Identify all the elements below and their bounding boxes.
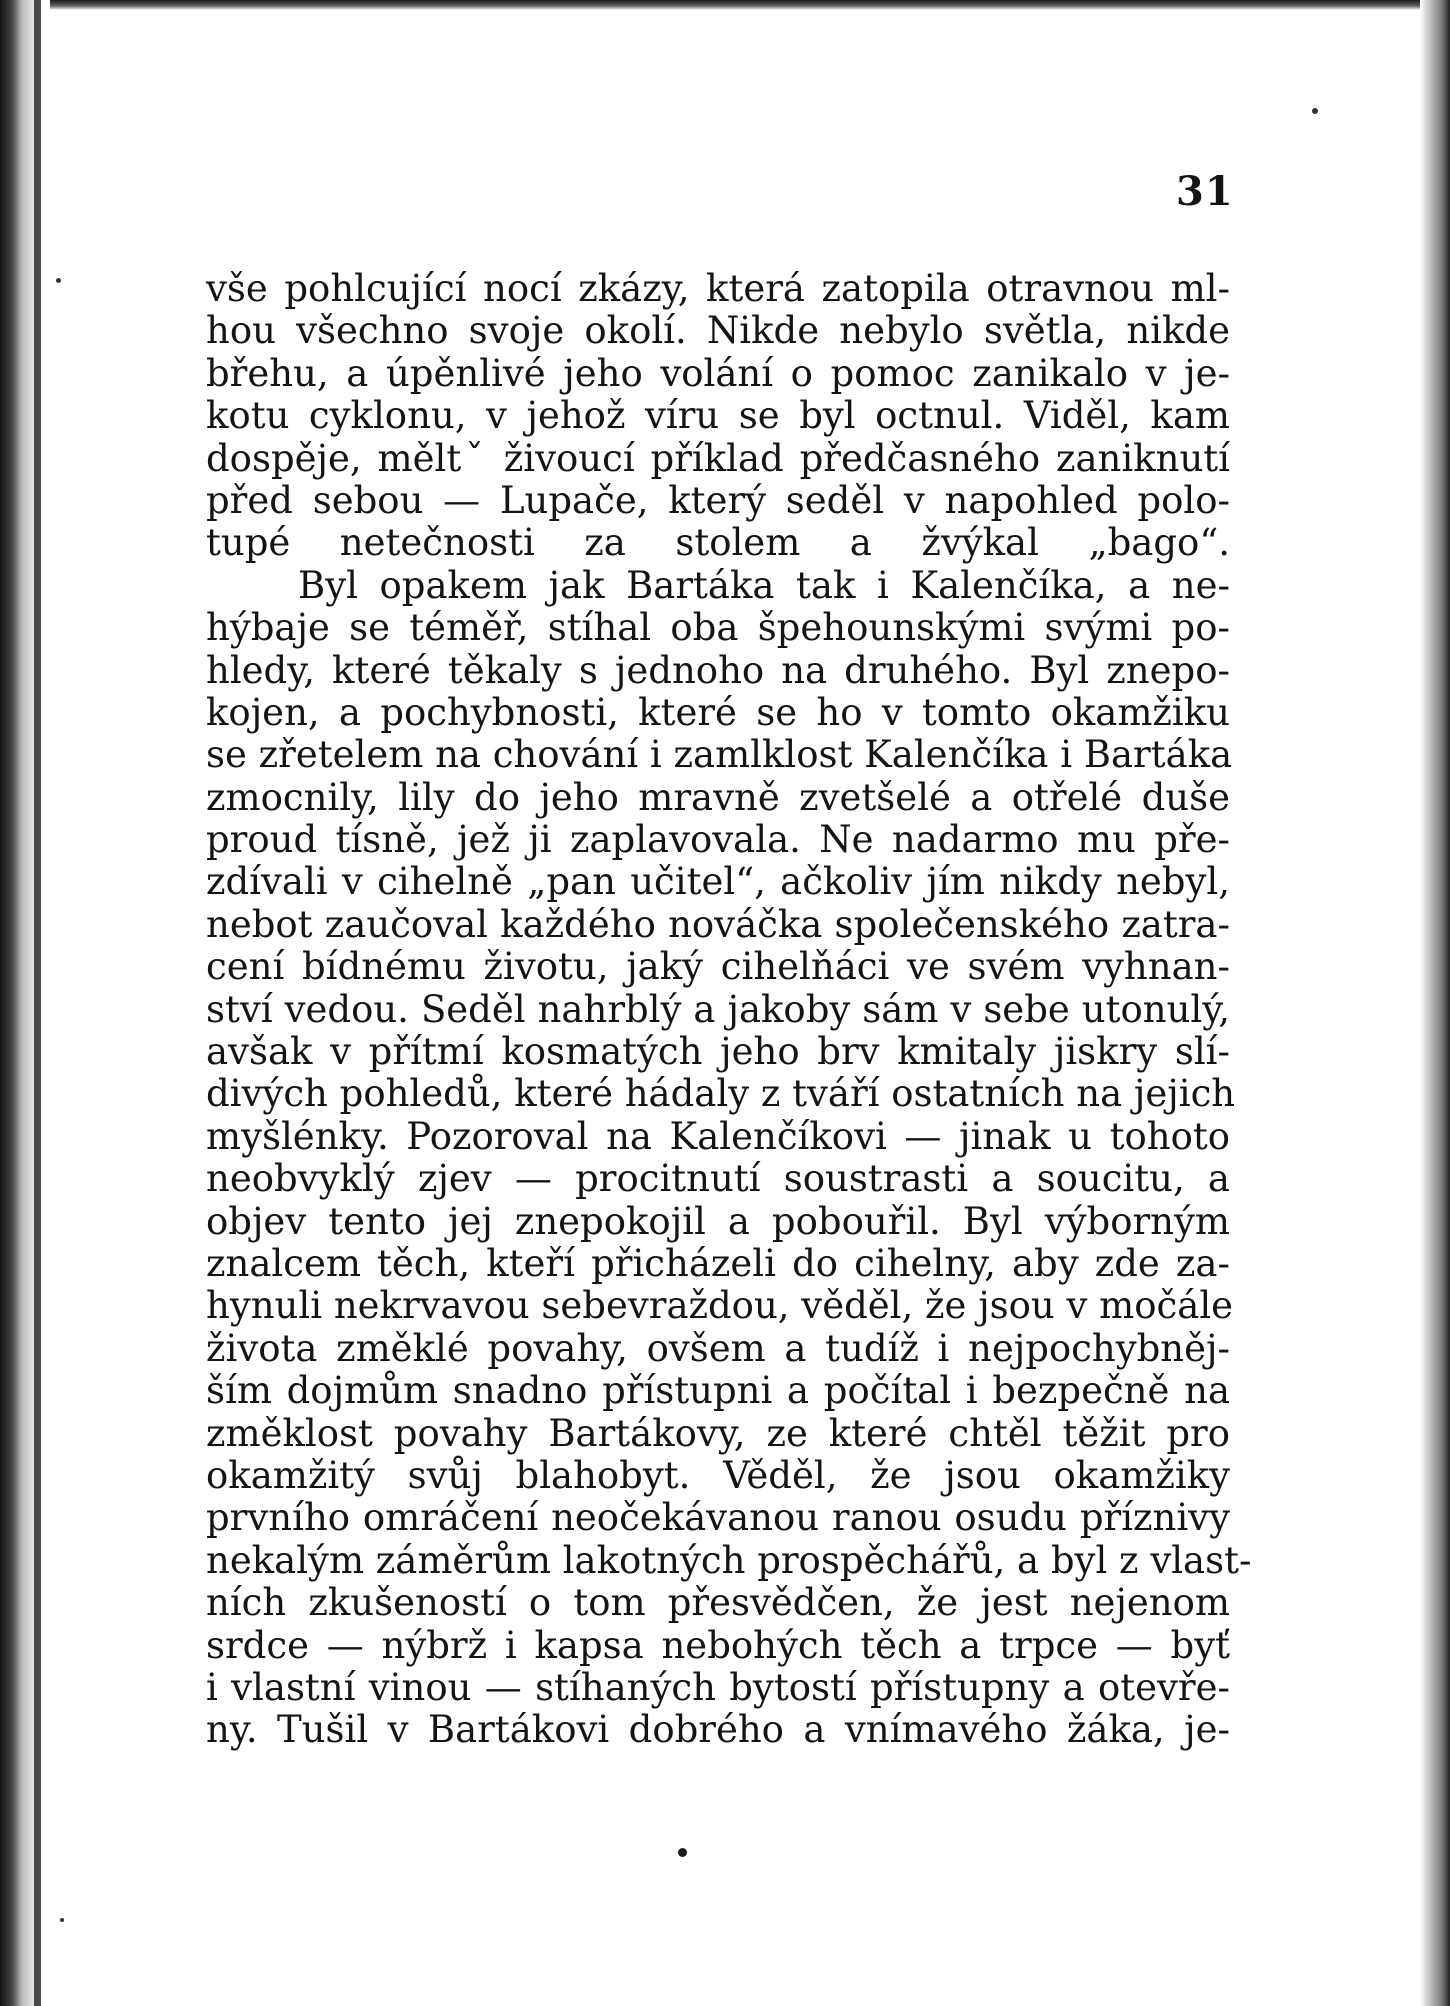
page-number: 31 [1176,168,1234,215]
text-line: i vlastní vinou — stíhaných bytostí přístupny a otevře- [206,1665,1230,1709]
text-line: kojen, a pochybnosti, které se ho v tomto okamžiku [206,690,1230,734]
scan-edge-right [1420,0,1450,2006]
text-line: ším dojmům snadno přístupni a počítal i bezpečně na [206,1369,1230,1413]
text-line: myšlénky. Pozoroval na Kalenčíkovi — jinak u tohoto [206,1114,1230,1158]
text-line: změklost povahy Bartákovy, ze které chtěl těžit pro [206,1411,1230,1455]
text-line: neobvyklý zjev — procitnutí soustrasti a soucitu, a [206,1157,1230,1201]
text-line: Byl opakem jak Bartáka tak i Kalenčíka, a ne- [298,563,1230,607]
text-line: břehu, a úpěnlivé jeho volání o pomoc zanikalo v je- [206,351,1230,395]
scan-speck [1312,108,1318,114]
text-line: hledy, které těkaly s jednoho na druhého. Byl znepo- [206,648,1230,692]
text-line: zmocnily, lily do jeho mravně zvetšelé a otřelé duše [206,775,1230,819]
body-text [206,267,1252,1752]
text-line: ních zkušeností o tom přesvědčen, že jest nejenom [206,1581,1230,1625]
text-line: dospěje, měltˇ živoucí příklad předčasného zaniknutí [206,436,1230,480]
text-line: hýbaje se téměř, stíhal oba špehounskými svými po- [206,606,1230,650]
text-line: ství vedou. Seděl nahrblý a jakoby sám v sebe utonulý, [206,987,1230,1031]
text-line: hynuli nekrvavou sebevraždou, věděl, že jsou v močále [206,1284,1234,1328]
footer-dot [678,1848,687,1857]
text-line: vše pohlcující nocí zkázy, která zatopila otravnou ml- [206,267,1230,310]
scan-edge-top [0,0,1450,10]
scan-speck [56,278,61,283]
text-line: proud tísně, jež ji zaplavovala. Ne nadarmo mu pře- [206,818,1230,862]
text-line: prvního omráčení neočekávanou ranou osudu příznivy [206,1496,1230,1540]
scan-edge-left [0,0,50,2006]
text-line: nekalým záměrům lakotných prospěchářů, a byl z vlast- [206,1538,1252,1582]
scan-speck [60,1918,64,1922]
text-line: okamžitý svůj blahobyt. Věděl, že jsou okamžiky [206,1453,1230,1497]
text-line: avšak v přítmí kosmatých jeho brv kmitaly jiskry slí- [206,1030,1230,1074]
text-line: divých pohledů, které hádaly z tváří ostatních na jejich [206,1072,1236,1116]
text-line: hou všechno svoje okolí. Nikde nebylo světla, nikde [206,309,1230,353]
text-line: srdce — nýbrž i kapsa nebohých těch a trpce — byť [206,1623,1230,1667]
text-line: zdívali v cihelně „pan učitel“, ačkoliv jím nikdy nebyl, [206,860,1230,904]
text-line: objev tento jej znepokojil a pobouřil. Byl výborným [206,1199,1230,1243]
text-line: tupé netečnosti za stolem a žvýkal „bago“. [206,521,1230,565]
paragraph [206,268,1230,565]
text-line: života změklé povahy, ovšem a tudíž i nejpochybněj- [206,1326,1230,1370]
text-line: před sebou — Lupače, který seděl v napohled polo- [206,478,1230,522]
paragraph [206,563,1252,1752]
text-line: cení bídnému životu, jaký cihelňáci ve svém vyhnan- [206,945,1230,989]
text-line: nebot zaučoval každého nováčka společenského zatra- [206,902,1230,946]
text-line: kotu cyklonu, v jehož víru se byl octnul. Viděl, kam [206,394,1230,438]
text-line: ny. Tušil v Bartákovi dobrého a vnímavého žáka, je- [206,1708,1230,1752]
text-line: se zřetelem na chování i zamlklost Kalenčíka i Bartáka [206,733,1233,777]
text-line: znalcem těch, kteří přicházeli do cihelny, aby zde za- [206,1241,1230,1285]
